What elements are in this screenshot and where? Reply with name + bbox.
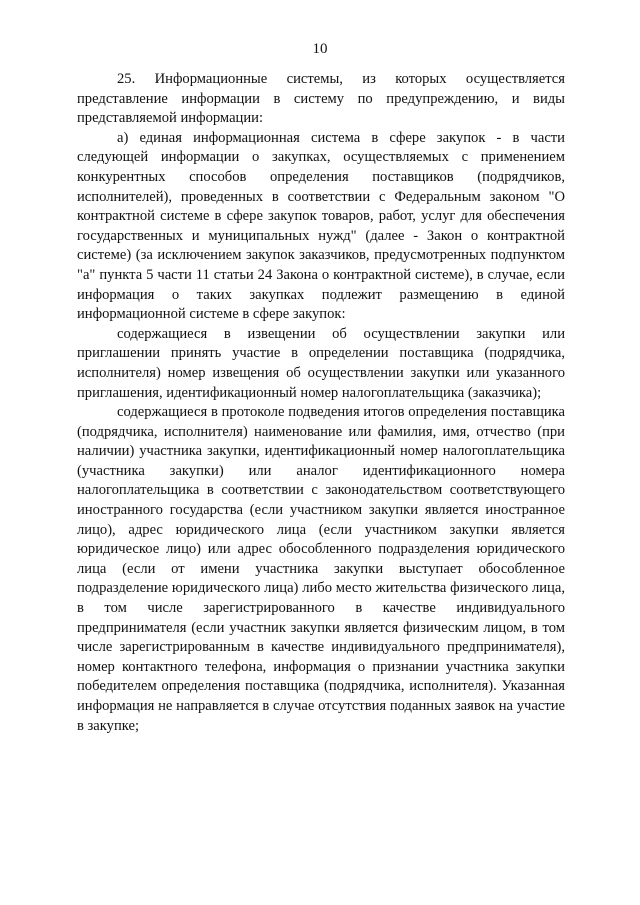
document-body [77, 70, 565, 736]
paragraph-protocol-information: содержащиеся в протоколе подведения итогов определения поставщика (подрядчика, исполнителя) наименование или фамилия, имя, отчество (при наличии) участника закупки, идентификационный номер налогоплательщика (участника закупки) или аналог идентификационного номера налогоплательщика в соответствии с законодательством соответствующего иностранного государства (если участником закупки является иностранное лицо), адрес юридического лица (если участником закупки является юридическое лицо) или адрес обособленного подразделения юридического лица (если от имени участника закупки выступает обособленное подразделение юридического лица) либо место жительства физического лица, в том числе зарегистрированного в качестве индивидуального предпринимателя (если участник закупки является физическим лицом, в том числе зарегистрированным в качестве индивидуального предпринимателя), номер контактного телефона, информация о признании участника закупки победителем определения поставщика (подрядчика, исполнителя). Указанная информация не направляется в случае отсутствия поданных заявок на участие в закупке; [77, 404, 565, 734]
paragraph-item-25-heading: 25. Информационные системы, из которых осуществляется представление информации в систему по предупреждению, и виды представляемой информации: [77, 71, 565, 127]
paragraph-subitem-a: а) единая информационная система в сфере закупок - в части следующей информации о закупках, осуществляемых с применением конкурентных способов определения поставщиков (подрядчиков, исполнителей), проведенных в соответствии с Федеральным законом "О контрактной системе в сфере закупок товаров, работ, услуг для обеспечения государственных и муниципальных нужд" (далее - Закон о контрактной системе) (за исключением закупок заказчиков, предусмотренных подпунктом "а" пункта 5 части 11 статьи 24 Закона о контрактной системе), в случае, если информация о таких закупках подлежит размещению в единой информационной системе в сфере закупок: [77, 129, 565, 323]
paragraph-notice-information: содержащиеся в извещении об осуществлении закупки или приглашении принять участие в определении поставщика (подрядчика, исполнителя) номер извещения об осуществлении закупки или указанного приглашения, идентификационный номер налогоплательщика (заказчика); [77, 325, 565, 401]
page-number: 10 [312, 41, 328, 57]
